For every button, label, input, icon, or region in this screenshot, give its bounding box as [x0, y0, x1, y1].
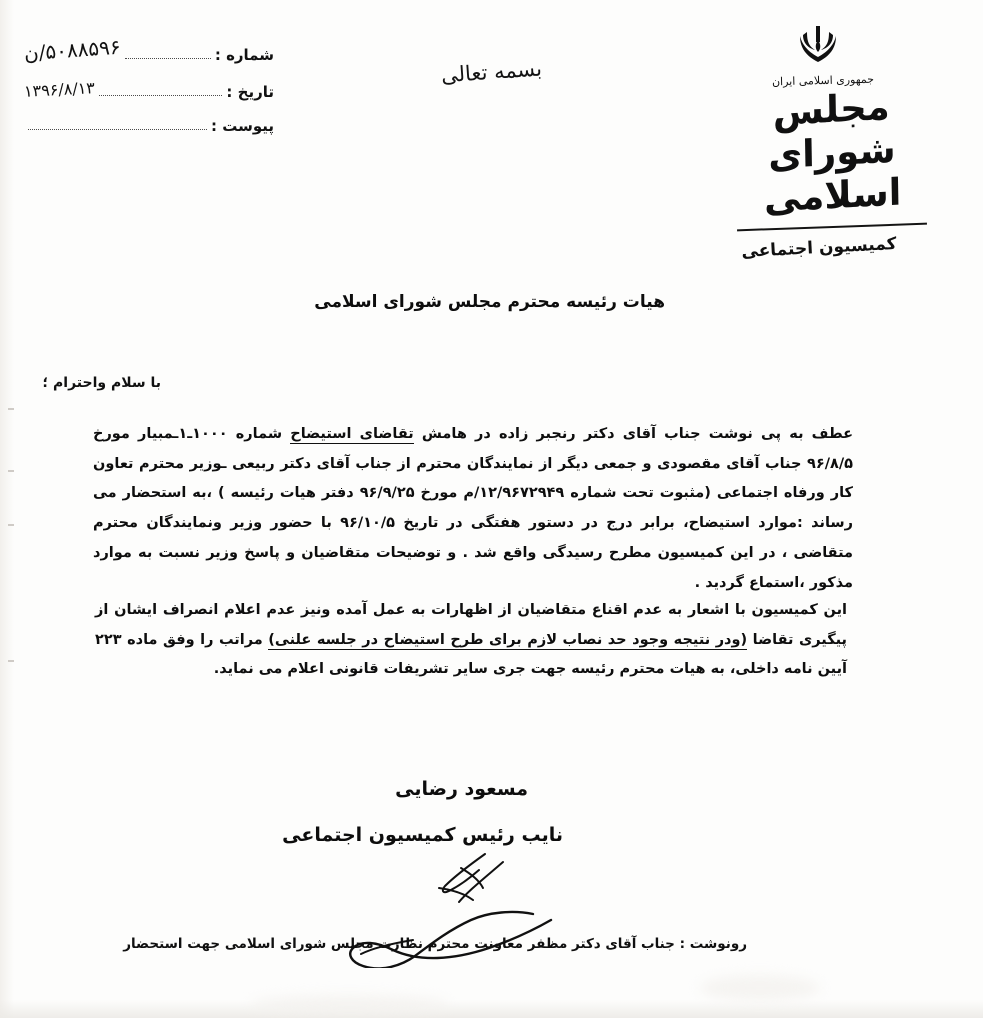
- paragraph-1-part-c: شماره ۱۰۰۰ـ۱ـمبیار مورخ ۹۶/۸/۵ جناب آقای مقصودی و جمعی دیگر از نمایندگان محترم از جناب آقای دکتر ربیعی ـوزیر محترم تعاون کار ورفاه اجتماعی (مثبوت تحت شماره ۱۲/۹۶۷۲۹۴۹/م مورخ ۹۶/۹/۲۵ دفتر هیات رئیسه ): [93, 426, 853, 502]
- scan-left-edge-shadow: [0, 0, 14, 1018]
- paragraph-1-underlined: تقاضای استیضاح: [290, 426, 414, 442]
- reference-number-value: ۵۰۸۸۵۹۶/ن: [23, 34, 122, 66]
- reference-date-value: ۱۳۹۶/۸/۱۳: [23, 78, 96, 101]
- reference-number-dots: [125, 57, 211, 59]
- salutation-line: با سلام واحترام ؛: [42, 375, 161, 391]
- signer-title: نایب رئیس کمیسیون اجتماعی: [282, 824, 563, 846]
- reference-attachment-label: پیوست :: [210, 117, 274, 135]
- reference-number-row: [23, 34, 274, 66]
- reference-attachment-dots: [28, 128, 207, 130]
- basmala-heading: بسمه تعالی: [440, 56, 543, 88]
- scan-edge-tick: [8, 408, 14, 410]
- scan-bottom-edge-shadow: [0, 1000, 983, 1018]
- reference-number-label: شماره :: [214, 46, 274, 64]
- scan-edge-tick: [8, 470, 14, 472]
- paragraph-2-part-a: این کمیسیون با اشعار به عدم اقناع متقاضیان از اظهارات به عمل آمده ونیز عدم اعلام انصراف ایشان از پیگیری تقاضا: [95, 602, 847, 648]
- letterhead-country: جمهوری اسلامی ایران: [771, 72, 875, 89]
- letterhead-divider: [737, 222, 927, 231]
- reference-date-row: [24, 80, 274, 101]
- scan-blotch: [700, 975, 820, 1001]
- paragraph-1-part-a: عطف به پی نوشت جناب آقای دکتر رنجبر زاده در هامش: [421, 426, 853, 442]
- body-paragraph-2: [95, 596, 847, 685]
- paragraph-1-part-d: ،به استحضار می رساند :موارد استیضاح، برابر درج در دستور هفتگی در تاریخ ۹۶/۱۰/۵ با حضور وزیر ونمایندگان محترم متقاضی ، در این کمیسیون مطرح رسیدگی واقع شد . و توضیحات متقاضیان و پاسخ وزیر نسبت به موارد مذکور ،استماع گردید .: [93, 485, 854, 591]
- letterhead-commission: کمیسیون اجتماعی: [740, 233, 897, 262]
- scan-blotch: [250, 995, 450, 1013]
- signer-name: مسعود رضایی: [395, 778, 528, 800]
- body-paragraph-1: [93, 420, 853, 598]
- reference-date-label: تاریخ :: [226, 83, 274, 101]
- paragraph-2-part-c: مراتب را وفق ماده ۲۲۳ آیین نامه داخلی، به هیات محترم رئیسه جهت جری سایر تشریفات قانونی اعلام می نماید.: [95, 631, 847, 678]
- reference-attachment-row: [24, 117, 274, 135]
- carbon-copy-line: [123, 936, 747, 952]
- scan-edge-tick: [8, 660, 14, 662]
- addressee-line: هیات رئیسه محترم مجلس شورای اسلامی: [314, 292, 665, 312]
- paragraph-2-underlined: (ودر نتیجه وجود حد نصاب لازم برای طرح استیضاح در جلسه علنی): [268, 631, 748, 648]
- reference-date-dots: [99, 94, 222, 96]
- cc-text: جناب آقای دکتر مظفر معاونت محترم نظارت مجلس شورای اسلامی جهت استحضار: [123, 936, 675, 952]
- scan-edge-tick: [8, 524, 14, 526]
- cc-label: رونوشت :: [679, 936, 747, 952]
- reference-block: [23, 34, 274, 151]
- letterhead-organization: مجلس شورای اسلامی: [763, 84, 902, 221]
